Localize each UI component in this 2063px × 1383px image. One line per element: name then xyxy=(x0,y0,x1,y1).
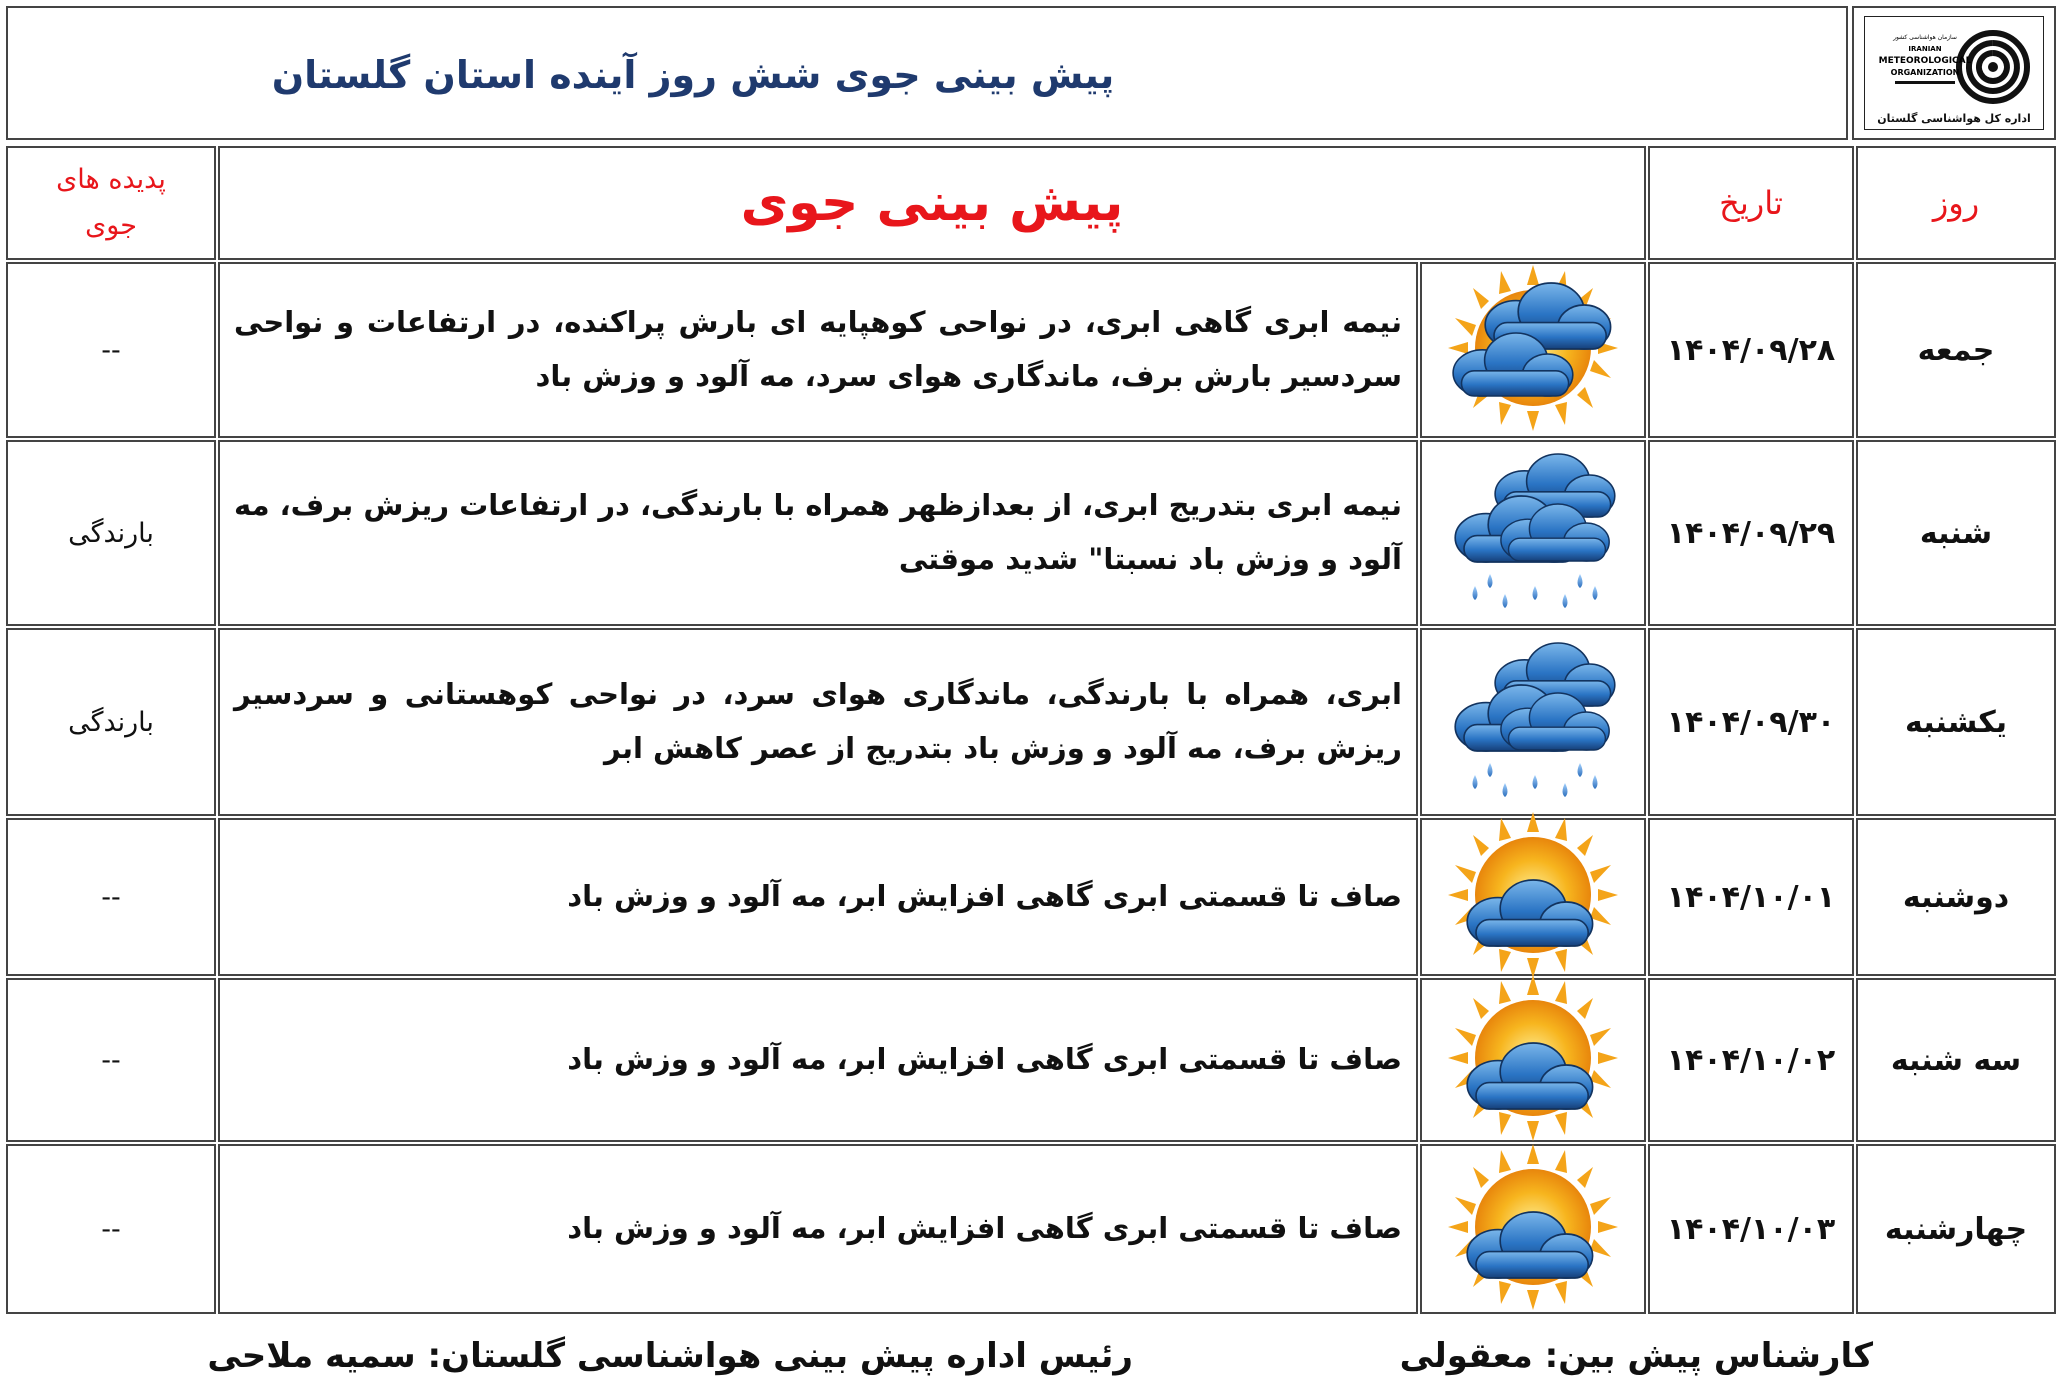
row-date: ۱۴۰۴/۱۰/۰۳ xyxy=(1666,1211,1836,1247)
row-day: دوشنبه xyxy=(1902,879,2010,915)
row-3-day-cell xyxy=(1856,628,2056,816)
row-forecast: نیمه ابری گاهی ابری، در نواحی کوهپایه ای بارش پراکنده، در ارتفاعات و نواحی سردسیر بارش برف، ماندگاری هوای سرد، مه آلود و وزش باد xyxy=(234,305,1402,393)
row-forecast: صاف تا قسمتی ابری گاهی افزایش ابر، مه آلود و وزش باد xyxy=(567,1042,1402,1077)
row-date: ۱۴۰۴/۰۹/۳۰ xyxy=(1666,704,1836,740)
row-2-date-cell xyxy=(1648,440,1854,626)
row-2-forecast-cell xyxy=(218,440,1418,626)
logo-box xyxy=(1852,6,2056,140)
page-title: پیش بینی جوی شش روز آینده استان گلستان xyxy=(271,53,1115,97)
row-6-phenomena-cell xyxy=(6,1144,216,1314)
row-date: ۱۴۰۴/۰۹/۲۹ xyxy=(1666,515,1836,551)
row-3-icon-cell xyxy=(1420,628,1646,816)
sun-cloud-icon xyxy=(1443,263,1623,437)
logo-caption: اداره کل هواشناسی گلستان xyxy=(1877,112,2031,125)
row-4-forecast-cell xyxy=(218,818,1418,976)
row-date: ۱۴۰۴/۱۰/۰۱ xyxy=(1666,879,1836,915)
footer-forecaster: کارشناس پیش بین: معقولی xyxy=(1399,1336,1873,1376)
row-forecast: ابری، همراه با بارندگی، ماندگاری هوای سرد، در نواحی کوهستانی و سردسیر ریزش برف، مه آلود و وزش باد بتدریج از عصر کاهش ابر xyxy=(234,677,1402,765)
footer-head: رئیس اداره پیش بینی هواشناسی گلستان: سمیه ملاحی xyxy=(207,1336,1133,1376)
row-2-icon-cell xyxy=(1420,440,1646,626)
row-date: ۱۴۰۴/۱۰/۰۲ xyxy=(1666,1042,1836,1078)
row-2-day-cell xyxy=(1856,440,2056,626)
row-4-day-cell xyxy=(1856,818,2056,976)
title-box xyxy=(6,6,1848,140)
row-5-day-cell xyxy=(1856,978,2056,1142)
row-1-day-cell xyxy=(1856,262,2056,438)
row-phenomena: -- xyxy=(101,334,121,366)
rain-cloud-icon xyxy=(1443,446,1623,620)
row-phenomena: -- xyxy=(101,881,121,913)
rain-cloud-icon xyxy=(1443,635,1623,809)
row-day: شنبه xyxy=(1919,515,1993,551)
row-5-forecast-cell xyxy=(218,978,1418,1142)
row-1-forecast-cell xyxy=(218,262,1418,438)
row-phenomena: -- xyxy=(101,1213,121,1245)
row-6-forecast-cell xyxy=(218,1144,1418,1314)
row-3-date-cell xyxy=(1648,628,1854,816)
row-6-icon-cell xyxy=(1420,1144,1646,1314)
logo xyxy=(1864,16,2044,130)
logo-text-line: IRANIAN xyxy=(1908,45,1942,53)
row-5-date-cell xyxy=(1648,978,1854,1142)
row-4-icon-cell xyxy=(1420,818,1646,976)
row-6-date-cell xyxy=(1648,1144,1854,1314)
row-3-phenomena-cell xyxy=(6,628,216,816)
header-phenomena xyxy=(6,146,216,260)
row-3-forecast-cell xyxy=(218,628,1418,816)
row-forecast: نیمه ابری بتدریج ابری، از بعدازظهر همراه با بارندگی، در ارتفاعات ریزش برف، مه آلود و وزش باد نسبتا" شدید موقتی xyxy=(234,488,1402,576)
logo-text-line: ORGANIZATION xyxy=(1890,68,1960,77)
header-date-label: تاریخ xyxy=(1719,184,1783,222)
row-date: ۱۴۰۴/۰۹/۲۸ xyxy=(1666,332,1836,368)
row-1-date-cell xyxy=(1648,262,1854,438)
header-forecast xyxy=(218,146,1646,260)
row-phenomena: -- xyxy=(101,1044,121,1076)
partly-cloudy-icon xyxy=(1443,1142,1623,1316)
row-day: سه شنبه xyxy=(1890,1042,2022,1078)
row-4-phenomena-cell xyxy=(6,818,216,976)
row-2-phenomena-cell xyxy=(6,440,216,626)
row-4-date-cell xyxy=(1648,818,1854,976)
logo-text-line: METEOROLOGICAL xyxy=(1878,56,1972,66)
partly-cloudy-icon xyxy=(1443,973,1623,1147)
row-1-icon-cell xyxy=(1420,262,1646,438)
row-forecast: صاف تا قسمتی ابری گاهی افزایش ابر، مه آلود و وزش باد xyxy=(567,1211,1402,1246)
row-day: چهارشنبه xyxy=(1884,1211,2028,1247)
row-day: جمعه xyxy=(1917,332,1995,368)
row-5-phenomena-cell xyxy=(6,978,216,1142)
partly-cloudy-icon xyxy=(1443,810,1623,984)
row-day: یکشنبه xyxy=(1905,704,2007,740)
header-day xyxy=(1856,146,2056,260)
header-day-label: روز xyxy=(1932,184,1980,222)
header-phenomena-label: پدیده های جوی xyxy=(56,164,166,241)
logo-text-line: سازمان هواشناسی کشور xyxy=(1893,34,1957,41)
row-6-day-cell xyxy=(1856,1144,2056,1314)
row-5-icon-cell xyxy=(1420,978,1646,1142)
row-1-phenomena-cell xyxy=(6,262,216,438)
header-forecast-label: پیش بینی جوی xyxy=(740,173,1124,233)
row-forecast: صاف تا قسمتی ابری گاهی افزایش ابر، مه آلود و وزش باد xyxy=(567,879,1402,914)
row-phenomena: بارندگی xyxy=(68,706,154,738)
row-phenomena: بارندگی xyxy=(68,517,154,549)
header-date xyxy=(1648,146,1854,260)
